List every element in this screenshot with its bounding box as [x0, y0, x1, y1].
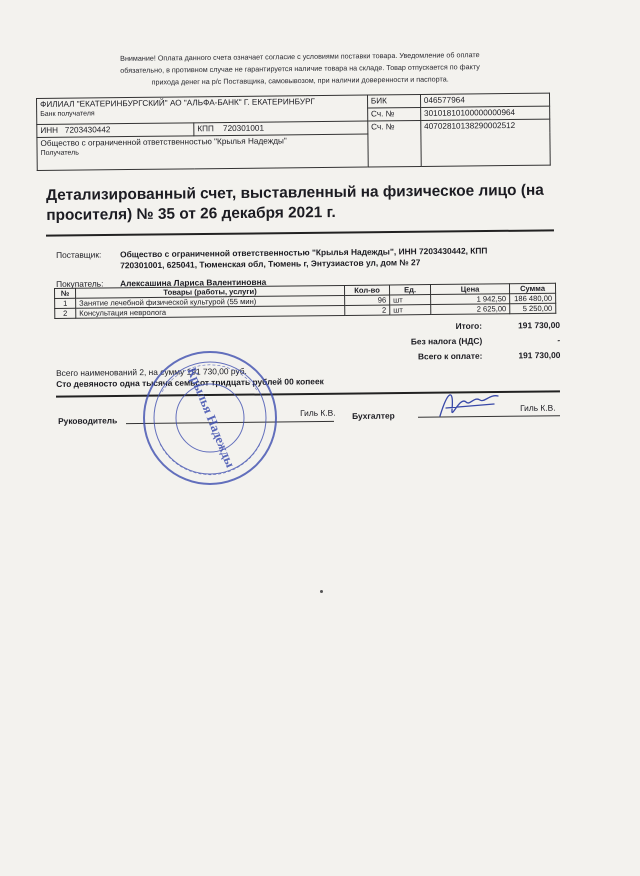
stamp-text: Крылья Надежды	[184, 365, 239, 470]
bank-name-cell	[37, 95, 368, 124]
company-stamp	[140, 348, 280, 488]
bank-name: ФИЛИАЛ "ЕКАТЕРИНБУРГСКИЙ" АО "АЛЬФА-БАНК" Г. ЕКАТЕРИНБУРГ	[40, 97, 315, 109]
notice-line-3: прихода денег на р/с Поставщика, самовывозом, при наличии доверенности и паспорта.	[151, 74, 449, 87]
due-label: Всего к оплате:	[417, 350, 483, 362]
due-row	[360, 350, 560, 367]
row-item-name: Консультация невролога	[76, 305, 345, 318]
row-sum: 186 480,00	[510, 293, 556, 303]
total-value: 191 730,00	[518, 319, 561, 331]
account-label: Сч. №	[368, 120, 421, 167]
accountant-name-block	[520, 403, 556, 413]
col-header-goods: Товары (работы, услуги)	[76, 285, 345, 298]
inn-label: ИНН	[40, 125, 59, 135]
supplier-block	[56, 245, 556, 274]
bank-details-table	[36, 93, 551, 171]
row-number: 2	[55, 308, 76, 318]
recipient-cell	[37, 134, 368, 170]
col-header-sum: Сумма	[509, 283, 555, 293]
bik-value: 046577964	[420, 93, 549, 107]
paper-speck	[320, 590, 323, 593]
kpp-label: КПП	[197, 124, 214, 134]
bank-name-caption: Банк получателя	[40, 110, 95, 118]
row-unit: шт	[390, 295, 431, 305]
payment-notice	[70, 49, 530, 90]
accountant-name: Гиль К.В.	[520, 402, 556, 413]
corr-account-label: Сч. №	[367, 107, 420, 121]
row-unit: шт	[390, 305, 431, 315]
supplier-value: Общество с ограниченной ответственностью "Крылья Надежды", ИНН 7203430442, КПП 720301001, 625041, Тюменская обл, Тюмень г, Энтузиастов ул, дом № 27	[119, 245, 488, 271]
col-header-unit: Ед.	[389, 285, 430, 295]
supplier-label: Поставщик:	[56, 249, 102, 260]
row-qty: 96	[345, 295, 390, 305]
notice-line-2: обязательно, в противном случае не гарантируется наличие товара на складе. Товар отпускается по факту	[120, 62, 480, 75]
accountant-signature	[352, 411, 395, 421]
items-table	[54, 283, 556, 319]
due-value: 191 730,00	[518, 349, 561, 361]
title-rule	[46, 229, 554, 236]
inn-value: 7203430442	[64, 125, 111, 135]
notice-line-1: Внимание! Оплата данного счета означает согласие с условиями поставки товара. Уведомление об оплате	[120, 50, 480, 63]
items-count-text: Всего наименований 2, на сумму 191 730,00 руб.	[56, 366, 247, 378]
buyer-label: Покупатель:	[56, 278, 104, 289]
director-name: Гиль К.В.	[300, 407, 336, 418]
total-label: Итого:	[455, 320, 483, 331]
row-sum: 5 250,00	[510, 303, 556, 313]
row-item-name: Занятие лечебной физической культурой (55 мин)	[76, 295, 345, 308]
kpp-value: 720301001	[222, 123, 265, 134]
vat-value: -	[557, 334, 561, 345]
row-qty: 2	[345, 305, 390, 315]
director-label: Руководитель	[58, 415, 118, 426]
recipient-caption: Получатель	[40, 149, 79, 157]
director-signature	[58, 415, 117, 426]
amount-in-words: Сто девяносто одна тысяча семьсот тридцать рублей 00 копеек	[56, 376, 324, 389]
col-header-number: №	[55, 288, 76, 298]
vat-label: Без налога (НДС)	[410, 335, 483, 347]
corr-account-value: 30101810100000000964	[420, 106, 549, 120]
row-price: 2 625,00	[431, 304, 510, 315]
row-number: 1	[55, 298, 76, 308]
totals-block	[360, 320, 560, 367]
director-name-block	[300, 408, 336, 418]
account-value: 40702810138290002512	[421, 119, 551, 166]
accountant-signature-scribble	[436, 386, 506, 426]
row-price: 1 942,50	[431, 294, 510, 305]
recipient-name: Общество с ограниченной ответственностью "Крылья Надежды"	[40, 136, 287, 148]
page-title: Детализированный счет, выставленный на физическое лицо (на просителя) № 35 от 26 декабря 2021 г.	[46, 181, 544, 224]
bik-label: БИК	[367, 94, 420, 108]
col-header-price: Цена	[430, 284, 509, 295]
accountant-label: Бухгалтер	[352, 410, 395, 421]
col-header-qty: Кол-во	[344, 285, 389, 295]
buyer-value: Алексашина Лариса Валентиновна	[119, 276, 267, 289]
